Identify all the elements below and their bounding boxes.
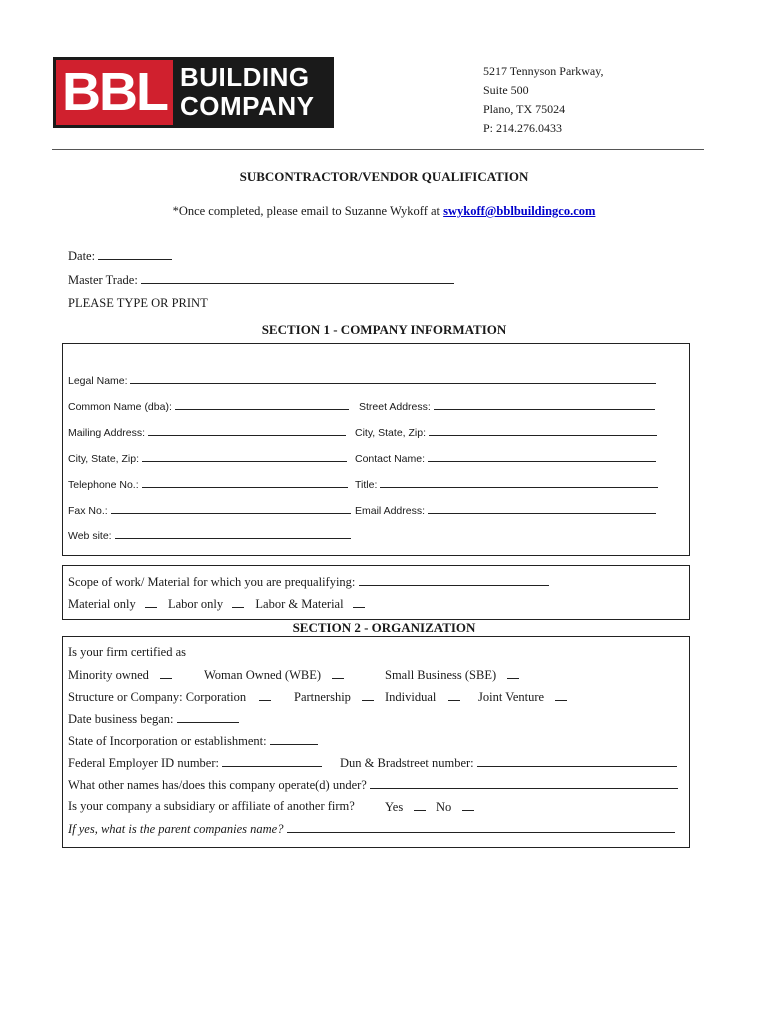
- common-name-label: Common Name (dba):: [68, 401, 172, 413]
- individual-checkbox[interactable]: [448, 689, 460, 701]
- scope-box: [62, 565, 690, 620]
- duns-label: Dun & Bradstreet number:: [340, 756, 474, 770]
- parent-company-field[interactable]: [68, 821, 675, 837]
- minority-field[interactable]: [68, 667, 172, 683]
- master-trade-label: Master Trade:: [68, 273, 138, 287]
- contact-name-field[interactable]: [355, 450, 656, 465]
- parent-company-label: If yes, what is the parent companies name?: [68, 822, 284, 836]
- joint-venture-checkbox[interactable]: [555, 689, 567, 701]
- woman-owned-checkbox[interactable]: [332, 667, 344, 679]
- state-incorp-label: State of Incorporation or establishment:: [68, 734, 267, 748]
- logo-line-1: BUILDING: [180, 62, 310, 92]
- subsidiary-yes-label: Yes: [385, 800, 404, 814]
- parent-company-line[interactable]: [287, 821, 675, 833]
- address-line-1: 5217 Tennyson Parkway,: [483, 64, 604, 78]
- subsidiary-no-checkbox[interactable]: [462, 799, 474, 811]
- telephone-field[interactable]: [68, 476, 348, 491]
- small-business-checkbox[interactable]: [507, 667, 519, 679]
- legal-name-label: Legal Name:: [68, 375, 128, 387]
- email-note-text: *Once completed, please email to Suzanne Wykoff at: [172, 204, 441, 218]
- email-address-label: Email Address:: [355, 505, 426, 517]
- type-or-print-note: PLEASE TYPE OR PRINT: [68, 296, 208, 310]
- contact-name-line[interactable]: [428, 450, 656, 462]
- labor-material-checkbox[interactable]: [353, 596, 365, 608]
- title-label: Title:: [355, 479, 378, 491]
- partnership-field[interactable]: [294, 689, 374, 705]
- other-names-field[interactable]: [68, 777, 678, 793]
- street-address-field[interactable]: [359, 398, 655, 413]
- subsidiary-yes-checkbox[interactable]: [414, 799, 426, 811]
- state-incorp-line[interactable]: [270, 733, 318, 745]
- scope-field[interactable]: [68, 574, 549, 590]
- date-began-line[interactable]: [177, 711, 239, 723]
- small-business-label: Small Business (SBE): [385, 668, 497, 682]
- street-address-line[interactable]: [434, 398, 655, 410]
- structure-label: Structure or Company: Corporation: [68, 690, 247, 704]
- certified-label: Is your firm certified as: [68, 645, 187, 659]
- city-state-zip-left-field[interactable]: [68, 450, 347, 465]
- date-line[interactable]: [98, 248, 172, 260]
- other-names-label: What other names has/does this company operate(d) under?: [68, 778, 367, 792]
- corporation-field[interactable]: [68, 689, 271, 705]
- city-state-zip-right-label: City, State, Zip:: [355, 427, 426, 439]
- city-state-zip-left-line[interactable]: [142, 450, 347, 462]
- contact-name-label: Contact Name:: [355, 453, 426, 465]
- title-line[interactable]: [380, 476, 658, 488]
- section-2-title: SECTION 2 - ORGANIZATION: [292, 620, 476, 635]
- web-site-field[interactable]: [68, 527, 351, 542]
- common-name-line[interactable]: [175, 398, 349, 410]
- partnership-checkbox[interactable]: [362, 689, 374, 701]
- web-site-line[interactable]: [115, 527, 351, 539]
- address-line-3: Plano, TX 75024: [483, 102, 566, 116]
- individual-label: Individual: [385, 690, 437, 704]
- small-business-field[interactable]: [385, 667, 519, 683]
- master-trade-field[interactable]: [68, 272, 454, 288]
- company-address: [483, 62, 603, 138]
- fax-label: Fax No.:: [68, 505, 108, 517]
- company-logo: [53, 57, 334, 128]
- minority-label: Minority owned: [68, 668, 149, 682]
- title-field[interactable]: [355, 476, 658, 491]
- date-label: Date:: [68, 249, 96, 263]
- subsidiary-no-label: No: [436, 800, 452, 814]
- common-name-field[interactable]: [68, 398, 349, 413]
- subsidiary-yes-field[interactable]: [385, 799, 426, 815]
- email-address-field[interactable]: [355, 502, 656, 517]
- fein-field[interactable]: [68, 755, 322, 771]
- city-state-zip-left-label: City, State, Zip:: [68, 453, 139, 465]
- material-only-checkbox[interactable]: [145, 596, 157, 608]
- woman-owned-label: Woman Owned (WBE): [204, 668, 322, 682]
- web-site-label: Web site:: [68, 530, 112, 542]
- other-names-line[interactable]: [370, 777, 678, 789]
- individual-field[interactable]: [385, 689, 460, 705]
- logo-mark: BBL: [56, 60, 173, 125]
- labor-only-checkbox[interactable]: [232, 596, 244, 608]
- legal-name-line[interactable]: [130, 372, 656, 384]
- duns-field[interactable]: [340, 755, 677, 771]
- material-only-label: Material only: [68, 597, 136, 611]
- mailing-address-line[interactable]: [148, 424, 346, 436]
- email-address-line[interactable]: [428, 502, 656, 514]
- logo-line-2: COMPANY: [180, 91, 315, 121]
- mailing-address-label: Mailing Address:: [68, 427, 146, 439]
- scope-options: [68, 596, 365, 612]
- date-began-label: Date business began:: [68, 712, 174, 726]
- master-trade-line[interactable]: [141, 272, 454, 284]
- telephone-label: Telephone No.:: [68, 479, 139, 491]
- date-began-field[interactable]: [68, 711, 239, 727]
- city-state-zip-right-field[interactable]: [355, 424, 657, 439]
- telephone-line[interactable]: [142, 476, 348, 488]
- address-line-2: Suite 500: [483, 83, 529, 97]
- scope-line[interactable]: [359, 574, 549, 586]
- city-state-zip-right-line[interactable]: [429, 424, 657, 436]
- email-link[interactable]: swykoff@bblbuildingco.com: [443, 204, 596, 218]
- mailing-address-field[interactable]: [68, 424, 346, 439]
- corporation-checkbox[interactable]: [259, 689, 271, 701]
- header-divider: [52, 149, 704, 150]
- woman-owned-field[interactable]: [204, 667, 344, 683]
- state-incorp-field[interactable]: [68, 733, 318, 749]
- scope-label: Scope of work/ Material for which you are prequalifying:: [68, 575, 356, 589]
- logo-wordmark: [180, 63, 314, 121]
- legal-name-field[interactable]: [68, 372, 656, 387]
- section-1-title: SECTION 1 - COMPANY INFORMATION: [261, 322, 507, 337]
- address-phone: P: 214.276.0433: [483, 121, 563, 135]
- section-2-box: [62, 636, 690, 848]
- section-1-box: [62, 343, 690, 556]
- fax-line[interactable]: [111, 502, 351, 514]
- joint-venture-field[interactable]: [478, 689, 567, 705]
- date-field[interactable]: [68, 248, 172, 264]
- subsidiary-no-field[interactable]: [436, 799, 474, 815]
- fein-line[interactable]: [222, 755, 322, 767]
- minority-checkbox[interactable]: [160, 667, 172, 679]
- fax-field[interactable]: [68, 502, 351, 517]
- email-note: [52, 204, 716, 219]
- fein-label: Federal Employer ID number:: [68, 756, 219, 770]
- duns-line[interactable]: [477, 755, 677, 767]
- partnership-label: Partnership: [294, 690, 351, 704]
- street-address-label: Street Address:: [359, 401, 431, 413]
- form-title: SUBCONTRACTOR/VENDOR QUALIFICATION: [239, 169, 529, 184]
- joint-venture-label: Joint Venture: [478, 690, 545, 704]
- subsidiary-label: Is your company a subsidiary or affiliate of another firm?: [68, 799, 355, 813]
- labor-only-label: Labor only: [167, 597, 224, 611]
- labor-material-label: Labor & Material: [255, 597, 344, 611]
